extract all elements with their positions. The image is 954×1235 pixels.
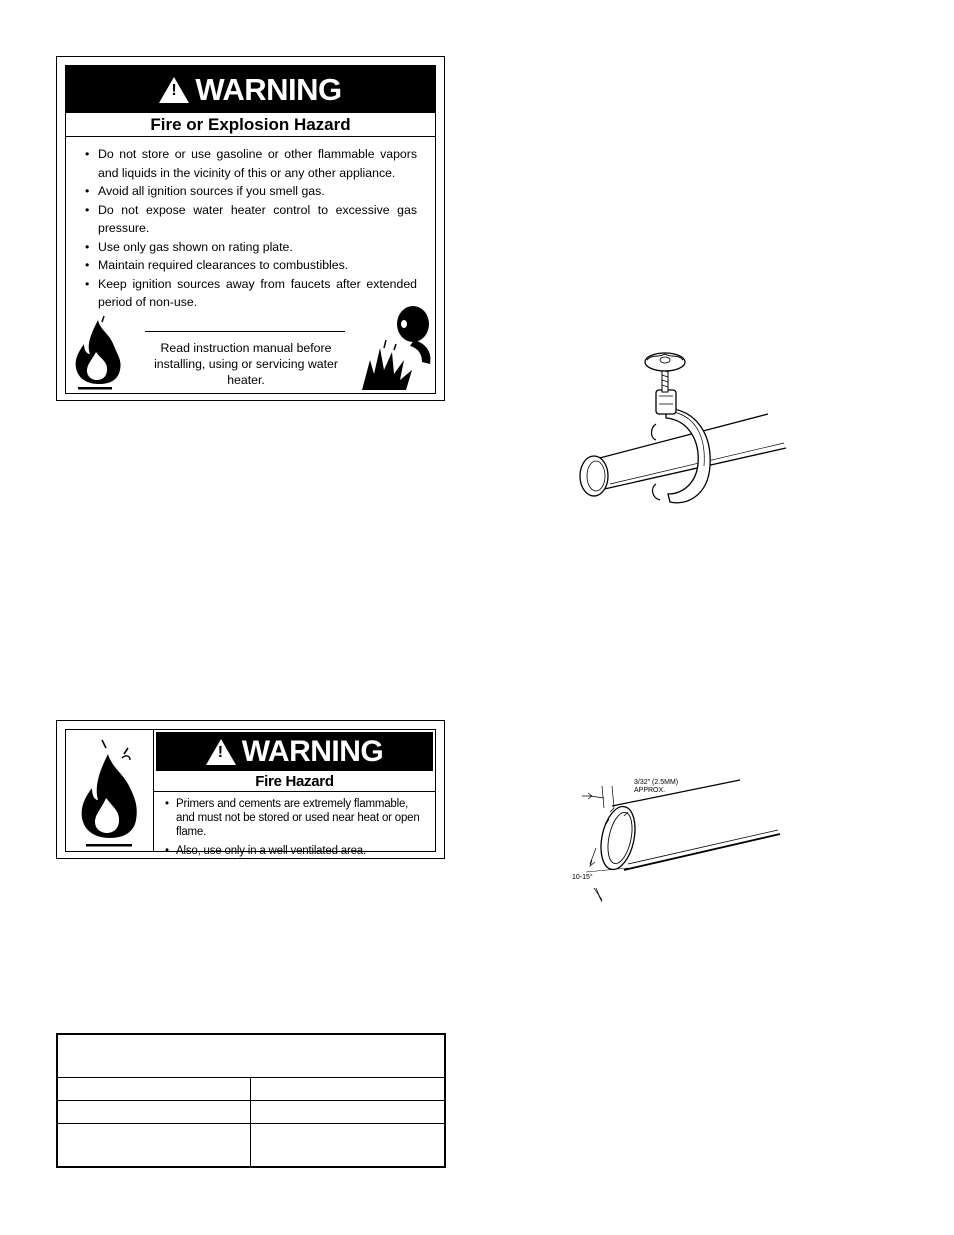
table-row-divider bbox=[58, 1100, 444, 1101]
hazard-subtitle: Fire Hazard bbox=[154, 771, 435, 792]
hazard-item: • Maintain required clearances to combustibles. bbox=[98, 256, 417, 275]
gap-dimension-label: 3/32" (2.5MM) bbox=[634, 779, 679, 786]
flame-icon bbox=[74, 738, 146, 848]
hazard-item: • Use only gas shown on rating plate. bbox=[98, 238, 417, 257]
warning-icon-panel bbox=[66, 730, 154, 851]
table-row-divider bbox=[58, 1077, 444, 1078]
explosion-person-icon bbox=[360, 304, 436, 392]
warning-frame bbox=[65, 65, 436, 394]
warning-header bbox=[156, 732, 433, 771]
fire-explosion-warning bbox=[56, 56, 445, 401]
fire-hazard-warning bbox=[56, 720, 445, 859]
flame-icon bbox=[70, 316, 128, 391]
saddle-valve-illustration bbox=[570, 348, 795, 513]
warning-triangle-icon bbox=[206, 739, 236, 765]
exclamation-mark: ! bbox=[171, 81, 177, 99]
hazard-item: • Keep ignition sources away from faucets after extended period of non-use. bbox=[98, 275, 417, 312]
hazard-item: • Also, use only in a well ventilated area. bbox=[176, 844, 429, 858]
pipe-bevel-illustration bbox=[568, 772, 788, 912]
empty-table bbox=[56, 1033, 446, 1168]
hazard-item: • Avoid all ignition sources if you smell gas. bbox=[98, 182, 417, 201]
read-manual-note: Read instruction manual before installing, using or servicing water heater. bbox=[154, 341, 338, 387]
hazard-list bbox=[154, 792, 435, 858]
divider bbox=[145, 331, 345, 332]
warning-header bbox=[66, 66, 435, 113]
gap-dimension-approx: APPROX. bbox=[634, 787, 666, 794]
table-column-divider bbox=[250, 1077, 251, 1166]
hazard-item: • Primers and cements are extremely flammable, and must not be stored or used near heat or open flame. bbox=[176, 797, 429, 839]
table-row-divider bbox=[58, 1123, 444, 1124]
warning-title: WARNING bbox=[241, 734, 384, 768]
hazard-subtitle: Fire or Explosion Hazard bbox=[66, 113, 435, 137]
warning-content bbox=[154, 730, 435, 857]
hazard-item: • Do not expose water heater control to excessive gas pressure. bbox=[98, 201, 417, 238]
bevel-angle-label: 10-15° bbox=[572, 874, 593, 881]
exclamation-mark: ! bbox=[217, 743, 224, 761]
hazard-list bbox=[66, 137, 435, 312]
warning-triangle-icon bbox=[159, 77, 189, 103]
hazard-item: • Do not store or use gasoline or other flammable vapors and liquids in the vicinity of this or any other appliance. bbox=[98, 145, 417, 182]
warning-title: WARNING bbox=[195, 72, 342, 107]
warning-frame bbox=[65, 729, 436, 857]
